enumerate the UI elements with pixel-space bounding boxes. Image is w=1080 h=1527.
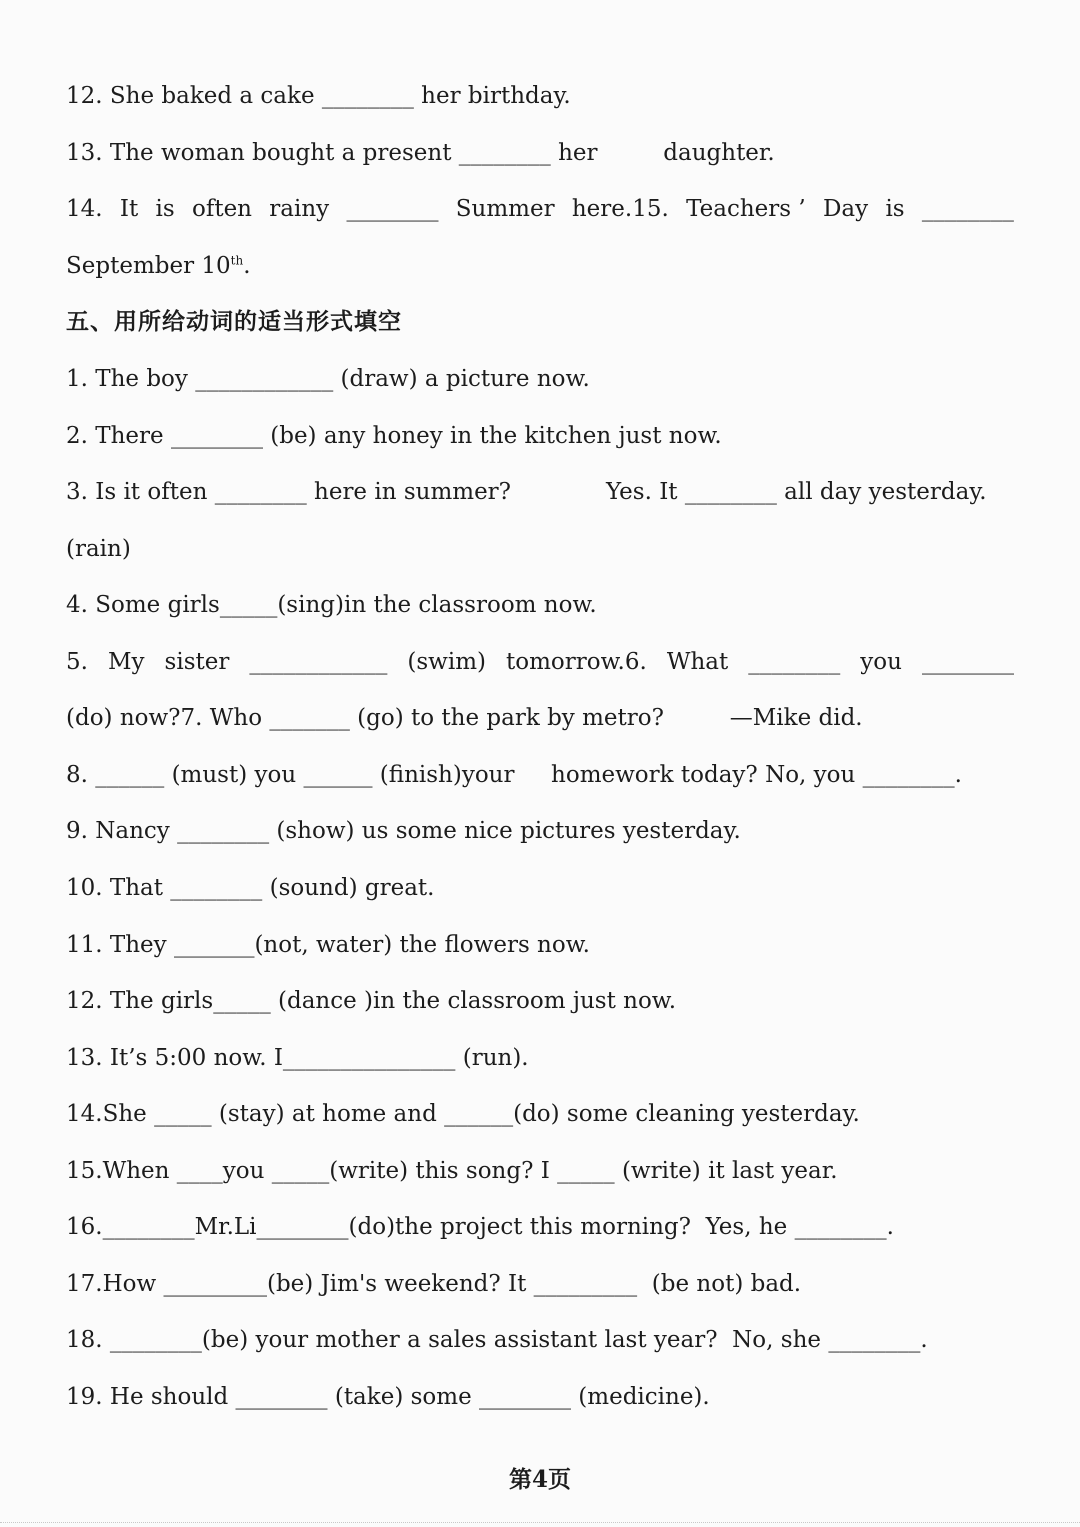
date-text: September 10	[66, 253, 231, 279]
question-13: 13. It’s 5:00 now. I_______________ (run).	[66, 1045, 529, 1071]
answer-blank: ____________	[249, 649, 388, 675]
period: .	[243, 253, 251, 279]
question-2: 2. There ________ (be) any honey in the kitchen just now.	[66, 423, 722, 449]
exercise-line-13: 13. The woman bought a present ________ her daughter.	[66, 140, 775, 166]
question-12: 12. The girls_____ (dance )in the classroom just now.	[66, 988, 677, 1014]
page-edge-divider	[0, 1522, 1080, 1525]
answer-blank: ________	[748, 649, 841, 675]
question-6-7: (do) now?7. Who _______ (go) to the park by metro? —Mike did.	[66, 705, 863, 731]
question-19: 19. He should ________ (take) some ________ (medicine).	[66, 1384, 710, 1410]
word: is	[155, 196, 175, 222]
word: sister	[164, 649, 230, 675]
question-4: 4. Some girls_____(sing)in the classroom now.	[66, 592, 597, 618]
ordinal-suffix: th	[230, 253, 244, 268]
word: What	[666, 649, 729, 675]
word: Summer	[455, 196, 555, 222]
word: often	[191, 196, 252, 222]
question-8: 8. ______ (must) you ______ (finish)your homework today? No, you ________.	[66, 762, 962, 788]
question-10: 10. That ________ (sound) great.	[66, 875, 435, 901]
answer-blank: ________	[921, 196, 1014, 222]
question-3-verb: (rain)	[66, 536, 131, 562]
word: 14.	[66, 196, 103, 222]
question-9: 9. Nancy ________ (show) us some nice pictures yesterday.	[66, 818, 741, 844]
word: tomorrow.6.	[506, 649, 647, 675]
question-11: 11. They _______(not, water) the flowers now.	[66, 932, 590, 958]
question-3-answer: Yes. It ________ all day yesterday.	[606, 479, 987, 505]
exercise-line-15-cont	[66, 250, 251, 282]
question-18: 18. ________(be) your mother a sales assistant last year? No, she ________.	[66, 1327, 928, 1353]
question-17: 17.How _________(be) Jim's weekend? It _________ (be not) bad.	[66, 1271, 802, 1297]
question-14: 14.She _____ (stay) at home and ______(do) some cleaning yesterday.	[66, 1101, 860, 1127]
question-3: 3. Is it often ________ here in summer?	[66, 479, 512, 505]
word: rainy	[269, 196, 330, 222]
answer-blank: ________	[921, 649, 1014, 675]
section-heading: 五、用所给动词的适当形式填空	[66, 308, 402, 335]
word: here.15.	[571, 196, 669, 222]
word: you	[860, 649, 902, 675]
word: (swim)	[407, 649, 486, 675]
exercise-line-12: 12. She baked a cake ________ her birthday.	[66, 83, 571, 109]
answer-blank: ________	[346, 196, 439, 222]
word: My	[107, 649, 145, 675]
word: is	[885, 196, 905, 222]
word: It	[119, 196, 139, 222]
question-16: 16.________Mr.Li________(do)the project this morning? Yes, he ________.	[66, 1214, 894, 1240]
word: 5.	[66, 649, 88, 675]
question-5	[66, 646, 1014, 678]
exercise-line-14	[66, 193, 1014, 225]
question-15: 15.When ____you _____(write) this song? I _____ (write) it last year.	[66, 1158, 838, 1184]
question-1: 1. The boy ____________ (draw) a picture now.	[66, 366, 590, 392]
word: Day	[822, 196, 869, 222]
word: Teachers ’	[686, 196, 806, 222]
page-number: 第4页	[508, 1466, 571, 1493]
